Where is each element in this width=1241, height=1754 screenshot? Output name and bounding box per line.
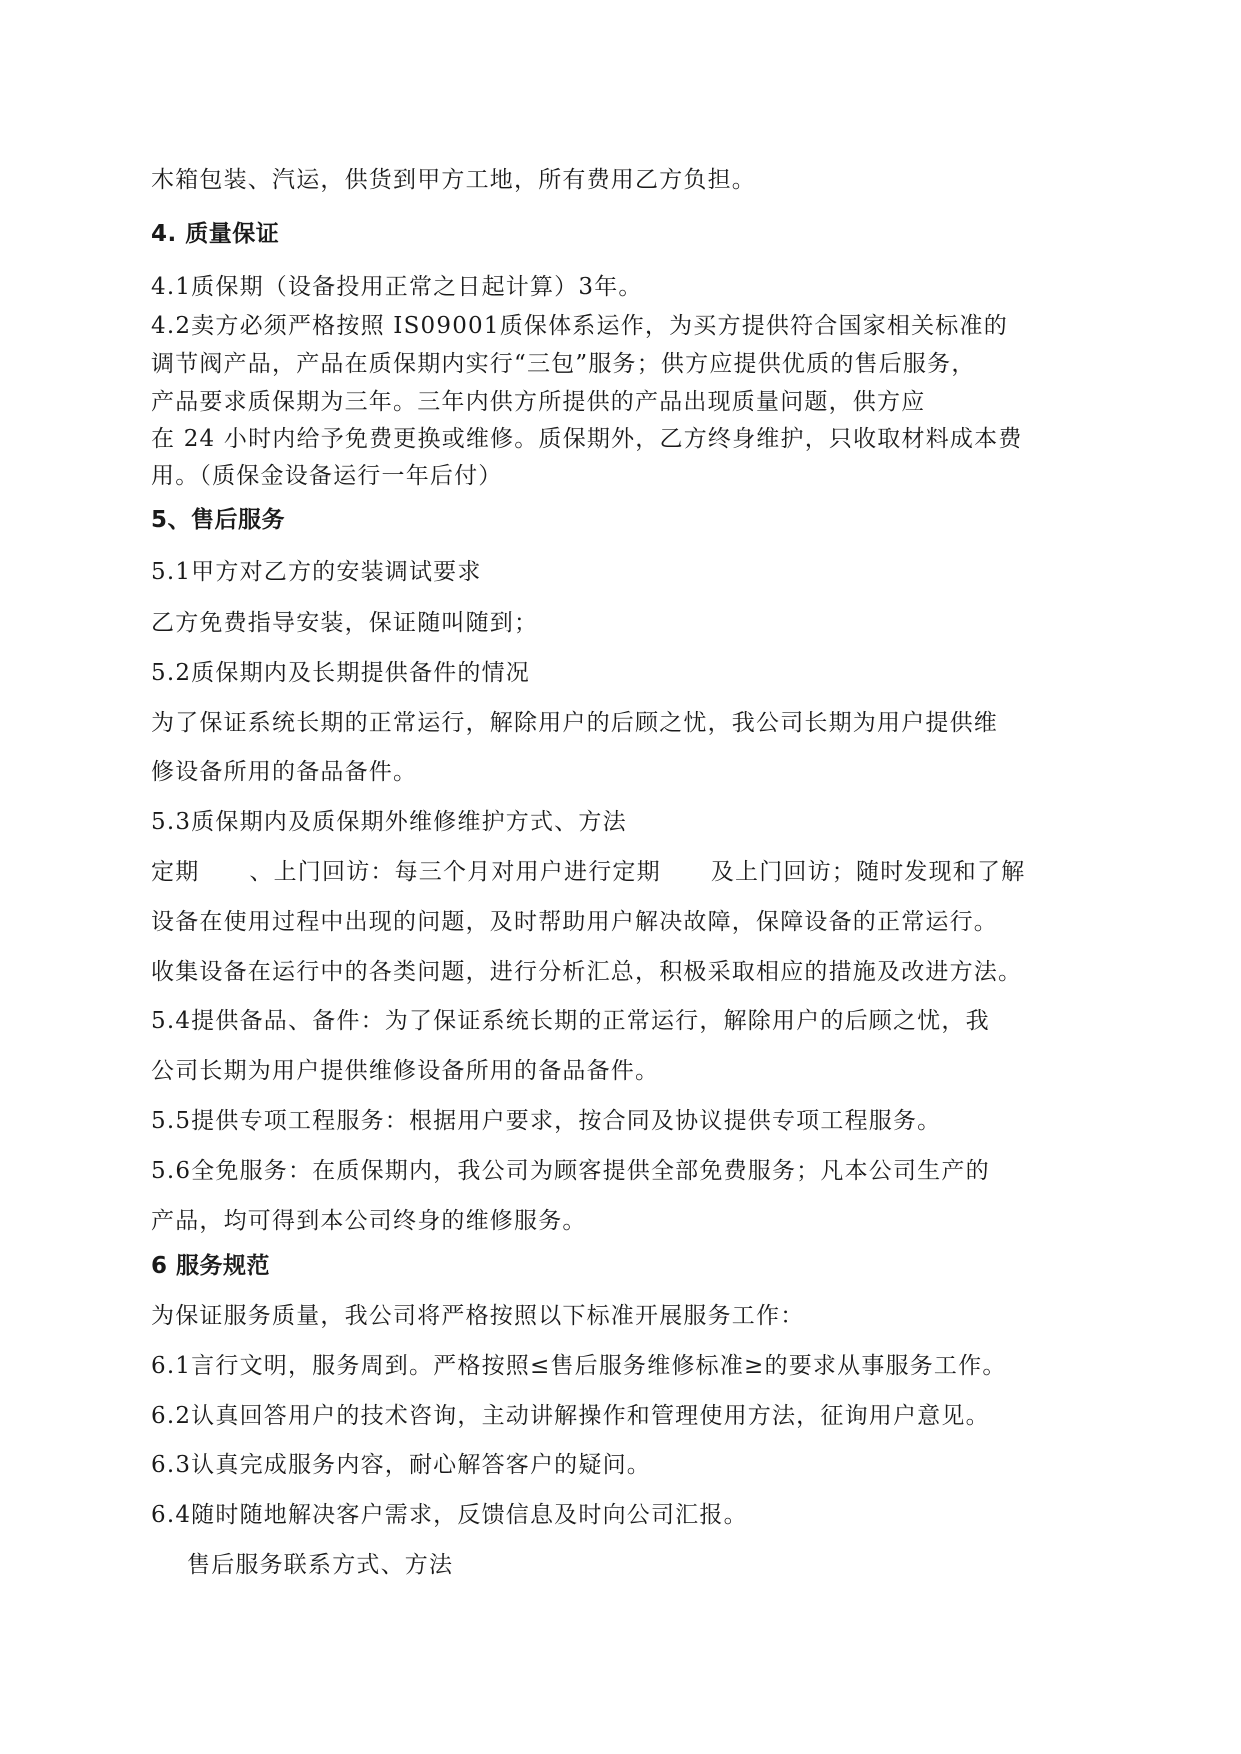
body-line: [151, 857, 1025, 887]
body-line: 收集设备在运行中的各类问题，进行分析汇总，积极采取相应的措施及改进方法。: [151, 959, 1023, 985]
section-heading-after-sales: 5、售后服务: [151, 507, 286, 533]
section-heading-quality: 4. 质量保证: [151, 221, 280, 247]
body-line: 为保证服务质量，我公司将严格按照以下标准开展服务工作：: [151, 1303, 805, 1329]
body-line: 木箱包装、汽运，供货到甲方工地，所有费用乙方负担。: [151, 167, 756, 193]
body-line: 用。（质保金设备运行一年后付）: [151, 463, 503, 489]
body-line: 5.6全免服务：在质保期内，我公司为顾客提供全部免费服务；凡本公司生产的: [151, 1158, 990, 1184]
body-line: 公司长期为用户提供维修设备所用的备品备件。: [151, 1058, 660, 1084]
body-line: 5.4提供备品、备件：为了保证系统长期的正常运行，解除用户的后顾之忧，我: [151, 1008, 990, 1034]
body-text-fragment: 、上门回访：每三个月对用户进行定期: [249, 859, 661, 885]
body-line: 修设备所用的备品备件。: [151, 759, 418, 785]
body-line: 6.1言行文明，服务周到。严格按照≤售后服务维修标准≥的要求从事服务工作。: [151, 1353, 1007, 1379]
body-line: 5.2质保期内及长期提供备件的情况: [151, 660, 530, 686]
body-text-fragment: 定期: [151, 859, 200, 885]
body-line: 4.1质保期（设备投用正常之日起计算）3年。: [151, 274, 643, 300]
body-line: 6.4随时随地解决客户需求，反馈信息及时向公司汇报。: [151, 1502, 748, 1528]
body-line: 为了保证系统长期的正常运行，解除用户的后顾之忧，我公司长期为用户提供维: [151, 710, 998, 736]
body-line: 6.3认真完成服务内容，耐心解答客户的疑问。: [151, 1452, 651, 1478]
body-line: 5.3质保期内及质保期外维修维护方式、方法: [151, 809, 627, 835]
body-line: 4.2卖方必须严格按照 IS09001质保体系运作，为买方提供符合国家相关标准的: [151, 313, 1008, 339]
body-line: 产品要求质保期为三年。三年内供方所提供的产品出现质量问题，供方应: [151, 389, 926, 415]
body-line: 5.5提供专项工程服务：根据用户要求，按合同及协议提供专项工程服务。: [151, 1108, 942, 1134]
body-line: 在 24 小时内给予免费更换或维修。质保期外，乙方终身维护，只收取材料成本费: [151, 426, 1023, 452]
body-line: 调节阀产品，产品在质保期内实行“三包”服务；供方应提供优质的售后服务，: [151, 351, 976, 377]
section-heading-service-standards: 6 服务规范: [151, 1253, 271, 1279]
body-line: 产品，均可得到本公司终身的维修服务。: [151, 1208, 587, 1234]
body-line: 5.1甲方对乙方的安装调试要求: [151, 559, 482, 585]
body-line: 6.2认真回答用户的技术咨询，主动讲解操作和管理使用方法，征询用户意见。: [151, 1403, 990, 1429]
body-line: 乙方免费指导安装，保证随叫随到；: [151, 610, 539, 636]
body-line: 设备在使用过程中出现的问题，及时帮助用户解决故障，保障设备的正常运行。: [151, 909, 998, 935]
document-page: [151, 0, 1111, 1754]
body-text-fragment: 及上门回访；随时发现和了解: [710, 859, 1026, 885]
body-line: 售后服务联系方式、方法: [187, 1552, 454, 1578]
